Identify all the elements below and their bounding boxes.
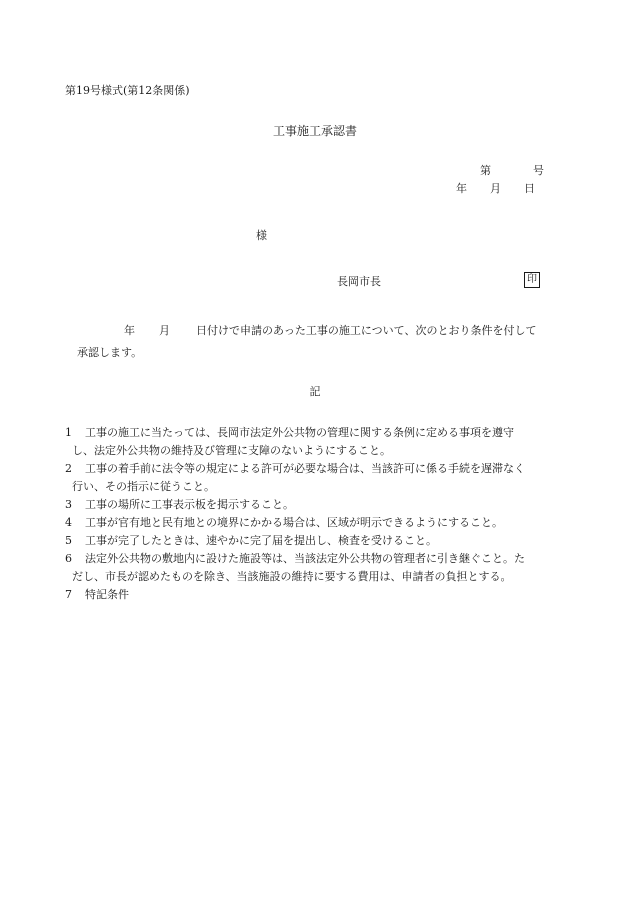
condition-text: 工事の施工に当たっては、長岡市法定外公共物の管理に関する条例に定める事項を遵守 (85, 426, 514, 439)
number-prefix: 第 (480, 164, 491, 177)
issue-date-line (456, 183, 535, 194)
date-day: 日 (524, 182, 535, 195)
condition-number: 2 (65, 462, 72, 475)
form-number: 第19号様式(第12条関係) (65, 84, 190, 97)
document-number-line (480, 165, 544, 176)
condition-number: 3 (65, 498, 72, 511)
intro-year: 年 (124, 324, 135, 337)
condition-text: 工事が官有地と民有地との境界にかかる場合は、区域が明示できるようにすること。 (85, 516, 503, 529)
condition-text-cont: し、法定外公共物の維持及び管理に支障のないようにすること。 (72, 444, 391, 457)
condition-text: 工事の着手前に法令等の規定による許可が必要な場合は、当該許可に係る手続を遅滞なく (85, 462, 525, 475)
condition-text-cont: だし、市長が認めたものを除き、当該施設の維持に要する費用は、申請者の負担とする。 (72, 570, 512, 583)
condition-text: 工事の場所に工事表示板を掲示すること。 (85, 498, 294, 511)
seal-mark: 印 (524, 272, 540, 288)
intro-line-2: 承認します。 (77, 346, 143, 359)
condition-number: 4 (65, 516, 72, 529)
condition-text: 特記条件 (85, 588, 129, 601)
condition-text-cont: 行い、その指示に従うこと。 (72, 480, 215, 493)
condition-item (65, 586, 575, 604)
condition-number: 6 (65, 552, 72, 565)
condition-number: 1 (65, 426, 72, 439)
condition-number: 7 (65, 588, 72, 601)
condition-item (65, 550, 575, 586)
condition-text: 法定外公共物の敷地内に設けた施設等は、当該法定外公共物の管理者に引き継ぐこと。た (85, 552, 525, 565)
condition-number: 5 (65, 534, 72, 547)
intro-line1-text: 日付けで申請のあった工事の施工について、次のとおり条件を付して (196, 324, 537, 337)
number-suffix: 号 (533, 164, 544, 177)
document-title: 工事施工承認書 (272, 124, 357, 138)
condition-item (65, 532, 575, 550)
intro-month: 月 (159, 324, 170, 337)
condition-item (65, 460, 575, 496)
condition-item (65, 496, 575, 514)
addressee-line: 様 (256, 229, 267, 242)
intro-paragraph (77, 320, 577, 364)
date-month: 月 (490, 182, 501, 195)
intro-line-1 (77, 320, 577, 342)
condition-item (65, 424, 575, 460)
ki-heading: 記 (309, 385, 321, 398)
date-year: 年 (456, 182, 467, 195)
conditions-list (65, 424, 575, 604)
issuer-name: 長岡市長 (337, 275, 381, 288)
condition-item (65, 514, 575, 532)
condition-text: 工事が完了したときは、速やかに完了届を提出し、検査を受けること。 (85, 534, 437, 547)
